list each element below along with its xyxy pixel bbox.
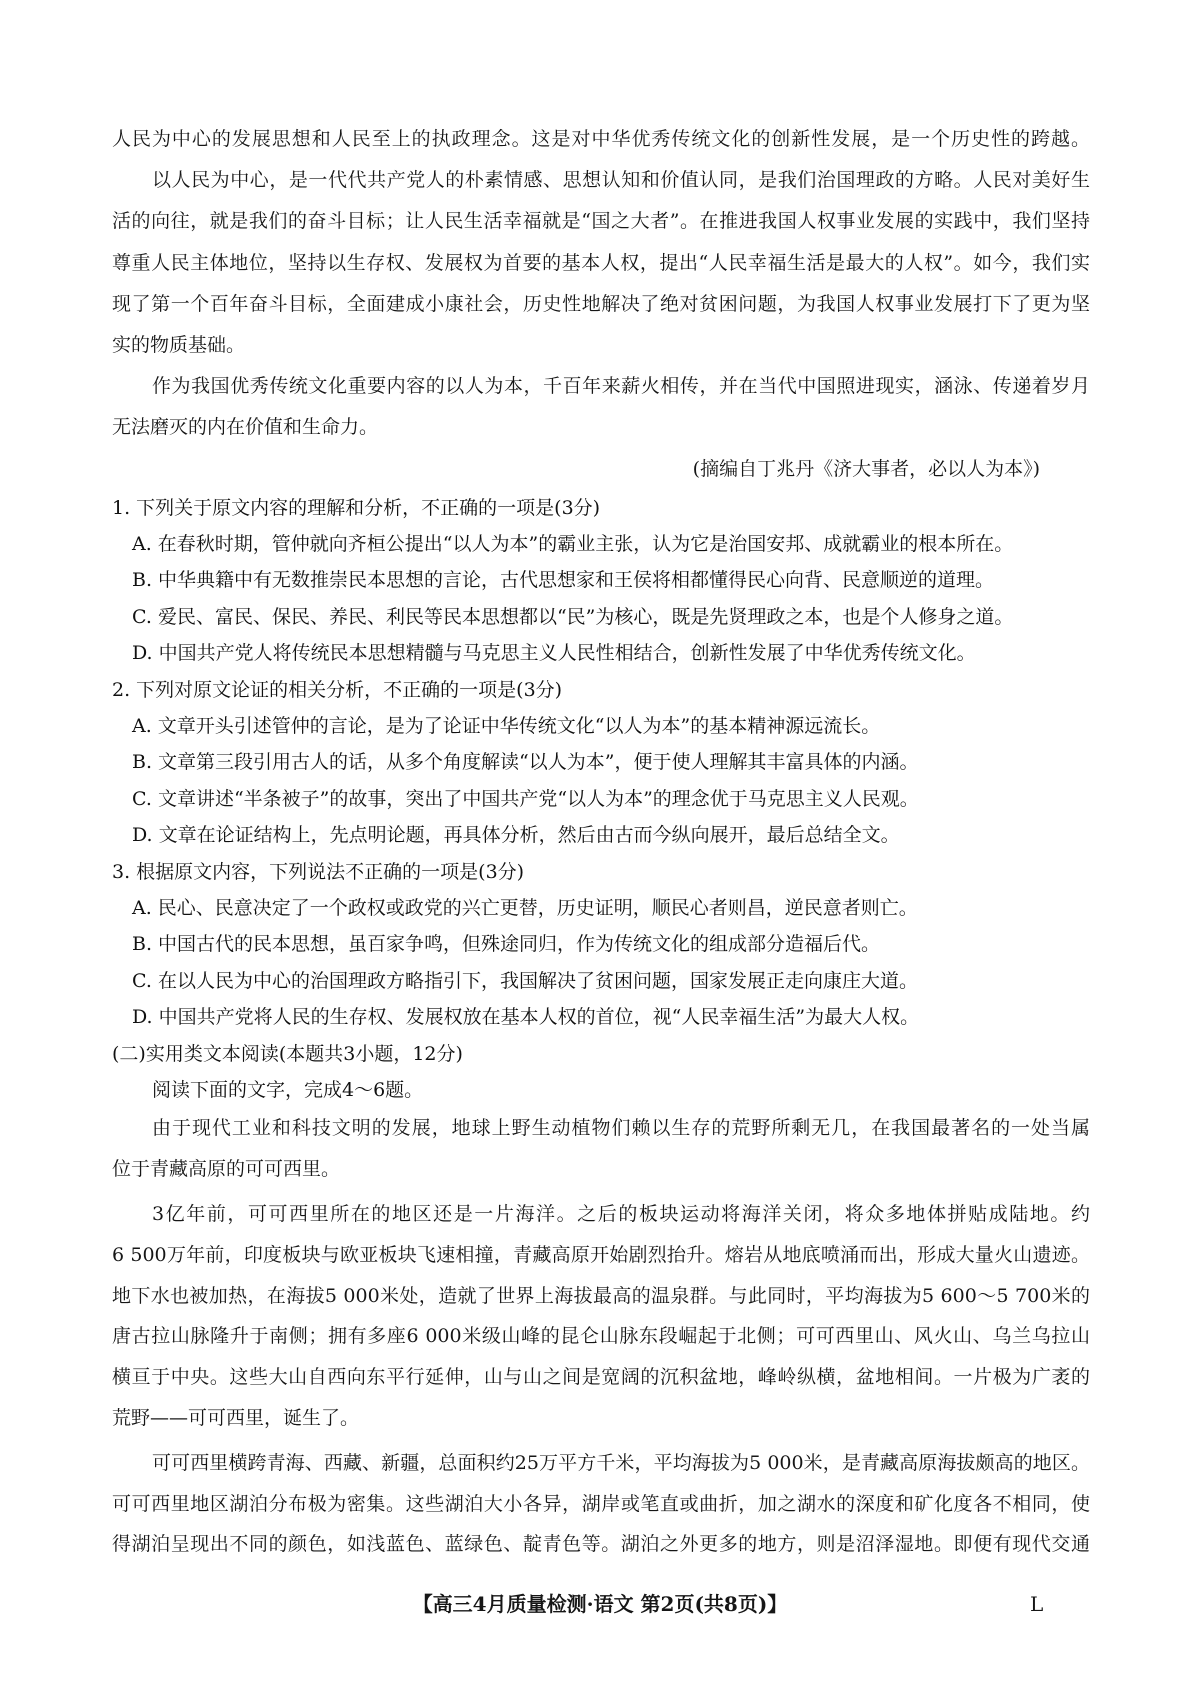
passage-line: 横亘于中央。这些大山自西向东平行延伸，山与山之间是宽阔的沉积盆地，峰岭纵横，盆地相间。一片极为广袤的 [112,1366,1090,1389]
section-heading: (二)实用类文本阅读(本题共3小题，12分) [112,1042,463,1065]
passage-line: 尊重人民主体地位，坚持以生存权、发展权为首要的基本人权，提出“人民幸福生活是最大的人权”。如今，我们实 [112,251,1090,274]
question-stem-3: 3. 根据原文内容，下列说法不正确的一项是(3分) [112,860,525,883]
question-1-option-a: A. 在春秋时期，管仲就向齐桓公提出“以人为本”的霸业主张，认为它是治国安邦、成就霸业的根本所在。 [132,533,1014,556]
passage-line: 作为我国优秀传统文化重要内容的以人为本，千百年来薪火相传，并在当代中国照进现实，涵泳、传递着岁月 [152,375,1090,398]
question-2-option-c: C. 文章讲述“半条被子”的故事，突出了中国共产党“以人为本”的理念优于马克思主义人民观。 [132,787,919,810]
question-1-option-b: B. 中华典籍中有无数推崇民本思想的言论，古代思想家和王侯将相都懂得民心向背、民意顺逆的道理。 [132,569,995,592]
question-2-option-b: B. 文章第三段引用古人的话，从多个角度解读“以人为本”，便于使人理解其丰富具体的内涵。 [132,751,919,774]
passage-line: 无法磨灭的内在价值和生命力。 [112,416,379,439]
passage-line: 活的向往，就是我们的奋斗目标；让人民生活幸福就是“国之大者”。在推进我国人权事业发展的实践中，我们坚持 [112,210,1090,233]
question-stem-2: 2. 下列对原文论证的相关分析，不正确的一项是(3分) [112,678,563,701]
passage-line: 得湖泊呈现出不同的颜色，如浅蓝色、蓝绿色、靛青色等。湖泊之外更多的地方，则是沼泽湿地。即便有现代交通 [112,1533,1090,1556]
passage-line: 实的物质基础。 [112,333,246,356]
question-2-option-a: A. 文章开头引述管仲的言论，是为了论证中华传统文化“以人为本”的基本精神源远流长。 [132,715,881,738]
page-content [112,119,1090,1565]
page-footer: 【高三4月质量检测·语文 第2页(共8页)】 [412,1592,788,1616]
passage-line: 以人民为中心，是一代代共产党人的朴素情感、思想认知和价值认同，是我们治国理政的方略。人民对美好生 [152,169,1090,192]
question-3-option-d: D. 中国共产党将人民的生存权、发展权放在基本人权的首位，视“人民幸福生活”为最大人权。 [132,1006,920,1029]
source-citation: (摘编自丁兆丹《济大事者，必以人为本》) [692,457,1040,480]
question-1-option-c: C. 爱民、富民、保民、养民、利民等民本思想都以“民”为核心，既是先贤理政之本，也是个人修身之道。 [132,605,1014,628]
passage-line: 由于现代工业和科技文明的发展，地球上野生动植物们赖以生存的荒野所剩无几，在我国最著名的一处当属 [152,1117,1090,1140]
passage-line: 可可西里地区湖泊分布极为密集。这些湖泊大小各异，湖岸或笔直或曲折，加之湖水的深度和矿化度各不相同，使 [112,1492,1090,1515]
passage-line: 现了第一个百年奋斗目标，全面建成小康社会，历史性地解决了绝对贫困问题，为我国人权事业发展打下了更为坚 [112,292,1090,315]
passage-line: 荒野——可可西里，诞生了。 [112,1406,360,1429]
passage-line: 人民为中心的发展思想和人民至上的执政理念。这是对中华优秀传统文化的创新性发展，是一个历史性的跨越。 [112,128,1090,150]
section-instruction: 阅读下面的文字，完成4～6题。 [152,1078,424,1101]
passage-line: 3亿年前，可可西里所在的地区还是一片海洋。之后的板块运动将海洋关闭，将众多地体拼贴成陆地。约 [152,1202,1090,1225]
question-1-option-d: D. 中国共产党人将传统民本思想精髓与马克思主义人民性相结合，创新性发展了中华优秀传统文化。 [132,642,976,665]
question-stem-1: 1. 下列关于原文内容的理解和分析，不正确的一项是(3分) [112,496,601,519]
question-2-option-d: D. 文章在论证结构上，先点明论题，再具体分析，然后由古而今纵向展开，最后总结全文。 [132,824,900,847]
passage-line: 唐古拉山脉隆升于南侧；拥有多座6 000米级山峰的昆仑山脉东段崛起于北侧；可可西里山、风火山、乌兰乌拉山 [112,1325,1090,1348]
passage-line: 可可西里横跨青海、西藏、新疆，总面积约25万平方千米，平均海拔为5 000米，是青藏高原海拔颇高的地区。 [152,1451,1090,1474]
question-3-option-b: B. 中国古代的民本思想，虽百家争鸣，但殊途同归，作为传统文化的组成部分造福后代。 [132,933,881,956]
corner-mark: L [1030,1592,1044,1616]
passage-line: 位于青藏高原的可可西里。 [112,1158,341,1181]
passage-line: 地下水也被加热，在海拔5 000米处，造就了世界上海拔最高的温泉群。与此同时，平均海拔为5 600～5 700米的 [112,1284,1090,1307]
question-3-option-a: A. 民心、民意决定了一个政权或政党的兴亡更替，历史证明，顺民心者则昌，逆民意者则亡。 [132,896,918,919]
passage-line: 6 500万年前，印度板块与欧亚板块飞速相撞，青藏高原开始剧烈抬升。熔岩从地底喷涌而出，形成大量火山遗迹。 [112,1243,1090,1266]
question-3-option-c: C. 在以人民为中心的治国理政方略指引下，我国解决了贫困问题，国家发展正走向康庄大道。 [132,969,918,992]
